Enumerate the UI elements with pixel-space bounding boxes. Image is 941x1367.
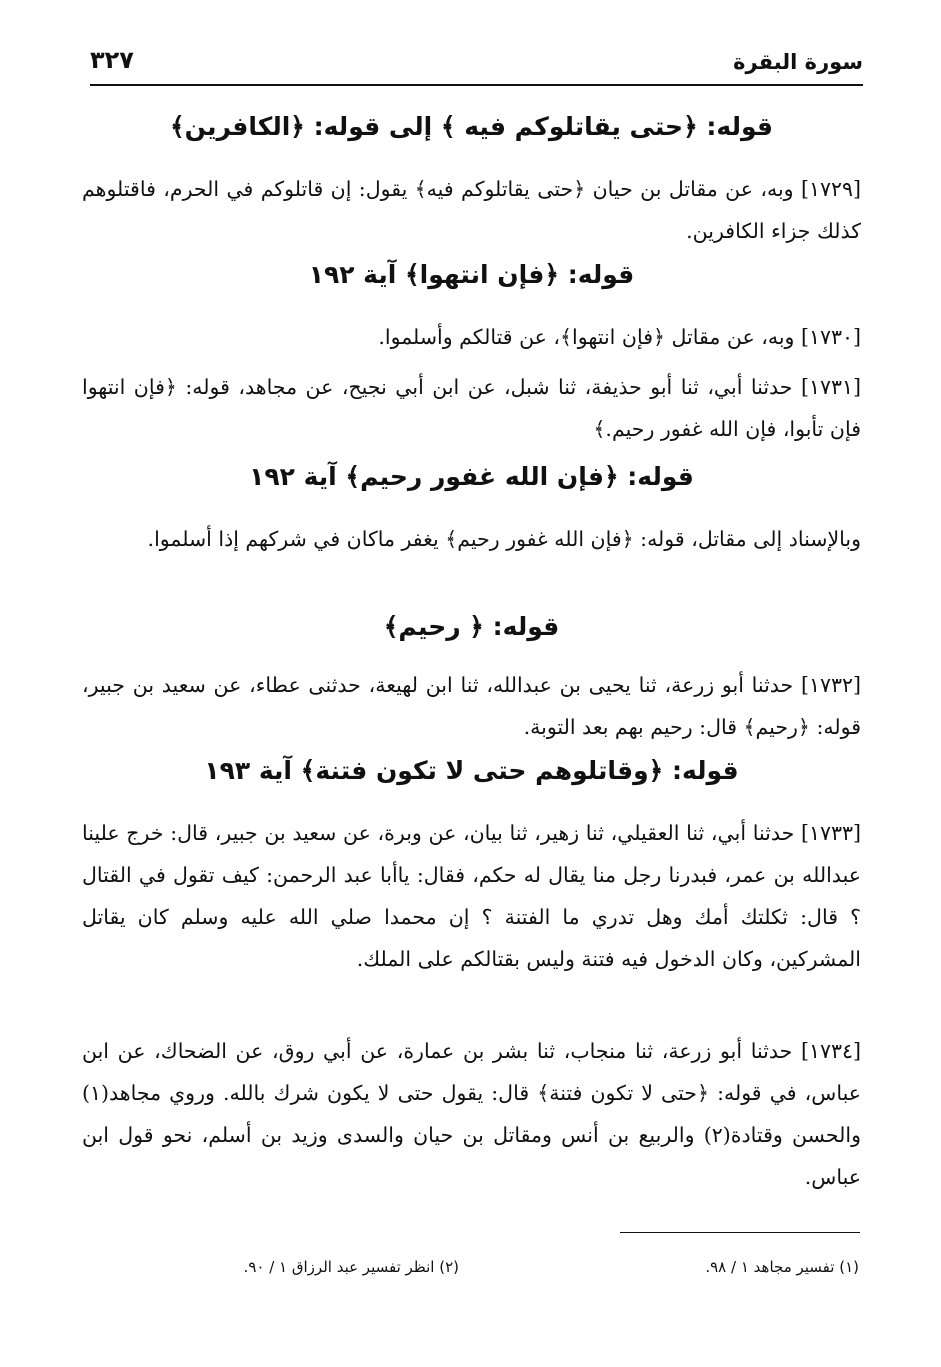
- paragraph-text: [١٧٣٢] حدثنا أبو زرعة، ثنا يحيى بن عبدالله، ثنا ابن لهيعة، حدثنى عطاء، عن سعيد بن جبير، قوله: ﴿رحيم﴾ قال: رحيم بهم بعد التوبة.: [82, 673, 861, 739]
- paragraph-text: [١٧٣٣] حدثنا أبي، ثنا العقيلي، ثنا زهير، ثنا بيان، عن وبرة، عن سعيد بن جبير، قال: خرج علينا عبدالله بن عمر، فبدرنا رجل منا يقال له حكم، فقال: ياأبا عبد الرحمن: كيف تقول في القتال ؟ قال: ثكلتك أمك وهل تدري ما الفتنة ؟ إن محمدا صلي الله عليه وسلم كان يقاتل المشركين، وكان الدخول فيه فتنة وليس بقتالكم على الملك.: [82, 821, 861, 971]
- section-heading: قوله: ﴿فإن انتهوا﴾ آية ١٩٢: [308, 260, 635, 289]
- paragraph: [82, 812, 861, 980]
- paragraph: [82, 1030, 861, 1198]
- surah-name: سورة البقرة: [733, 50, 863, 74]
- section-heading: قوله: ﴿وقاتلوهم حتى لا تكون فتنة﴾ آية ١٩٣: [204, 756, 739, 785]
- footnote-1: (١) تفسير مجاهد ١ / ٩٨.: [705, 1258, 859, 1276]
- footnote-2: (٢) انظر تفسير عبد الرزاق ١ / ٩٠.: [243, 1258, 459, 1276]
- paragraph-text: [١٧٣٠] وبه، عن مقاتل ﴿فإن انتهوا﴾، عن قتالكم وأسلموا.: [378, 325, 861, 349]
- paragraph: [82, 664, 861, 748]
- footnotes: [95, 1258, 859, 1288]
- page-number: ٣٢٧: [90, 46, 134, 74]
- paragraph: [82, 168, 861, 252]
- paragraph-text: [١٧٢٩] وبه، عن مقاتل بن حيان ﴿حتى يقاتلوكم فيه﴾ يقول: إن قاتلوكم في الحرم، فاقتلوهم كذلك جزاء الكافرين.: [82, 177, 861, 243]
- section-heading: قوله: ﴿فإن الله غفور رحيم﴾ آية ١٩٢: [249, 462, 694, 491]
- paragraph-text: [١٧٣١] حدثنا أبي، ثنا أبو حذيفة، ثنا شبل، عن ابن أبي نجيح، عن مجاهد، قوله: ﴿فإن انتهوا فإن تأبوا، فإن الله غفور رحيم.﴾: [82, 375, 861, 441]
- paragraph: [82, 366, 861, 450]
- section-heading: قوله: ﴿ رحيم﴾: [383, 612, 560, 641]
- section-heading: قوله: ﴿حتى يقاتلوكم فيه ﴾ إلى قوله: ﴿الكافرين﴾: [169, 112, 774, 141]
- paragraph-text: وبالإسناد إلى مقاتل، قوله: ﴿فإن الله غفور رحيم﴾ يغفر ماكان في شركهم إذا أسلموا.: [147, 527, 861, 551]
- running-header: [90, 44, 863, 86]
- paragraph: [82, 316, 861, 358]
- paragraph: [82, 518, 861, 560]
- footnote-divider: [620, 1232, 860, 1233]
- paragraph-text: [١٧٣٤] حدثنا أبو زرعة، ثنا منجاب، ثنا بشر بن عمارة، عن أبي روق، عن الضحاك، عن ابن عباس، في قوله: ﴿حتى لا تكون فتنة﴾ قال: يقول حتى لا يكون شرك بالله. وروي مجاهد(١) والحسن وقتادة(٢) والربيع بن أنس ومقاتل بن حيان والسدى وزيد بن أسلم، نحو قول ابن عباس.: [82, 1039, 862, 1189]
